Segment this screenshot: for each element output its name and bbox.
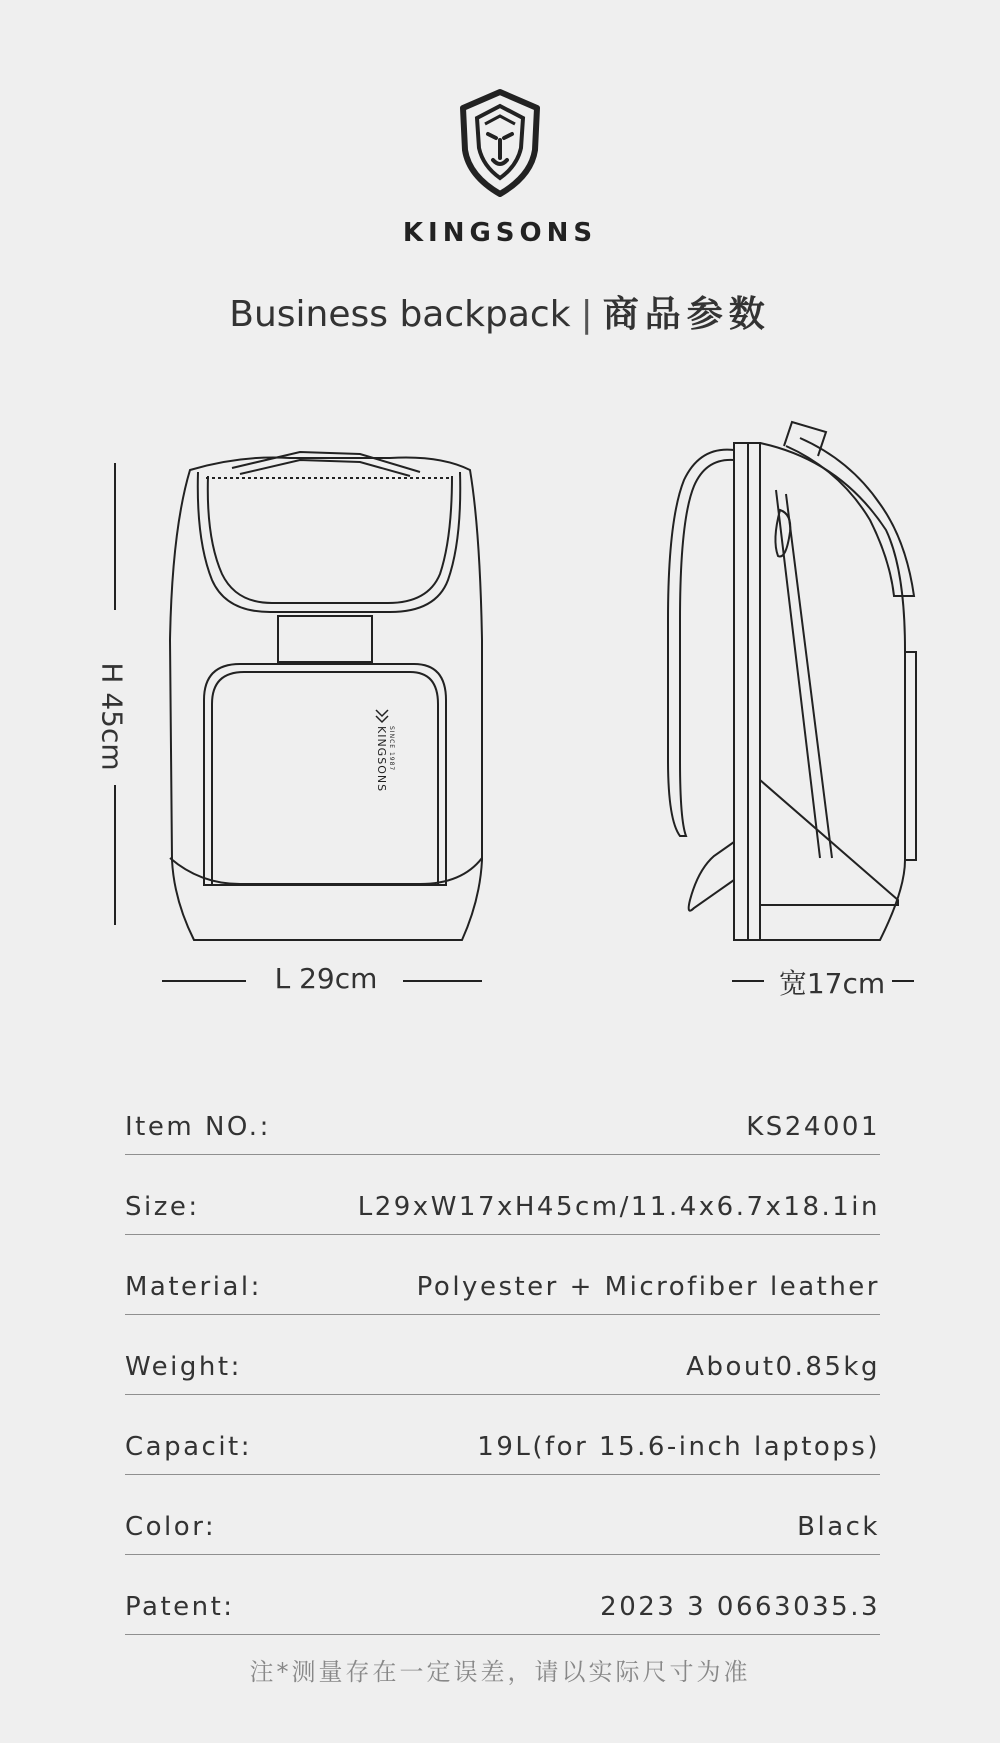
pocket-brand-text: KINGSONS xyxy=(375,726,388,793)
side-view-zipper xyxy=(776,490,832,858)
pocket-since-text: SINCE 1987 xyxy=(388,726,395,772)
spec-label: Capacit: xyxy=(125,1432,252,1462)
width-dimension-label: 宽17cm xyxy=(778,967,886,1000)
spec-value: Black xyxy=(797,1512,880,1542)
front-view-flap xyxy=(198,472,460,612)
brand-name: KINGSONS xyxy=(402,218,598,248)
page-title xyxy=(0,286,1000,337)
front-view-body xyxy=(170,458,482,941)
spec-row-patent xyxy=(125,1555,880,1635)
spec-row-size xyxy=(125,1155,880,1235)
front-view-pocket xyxy=(204,664,446,885)
spec-row-material xyxy=(125,1235,880,1315)
title-english: Business backpack xyxy=(229,294,571,335)
spec-row-color xyxy=(125,1475,880,1555)
spec-value: 19L(for 15.6-inch laptops) xyxy=(477,1432,880,1462)
side-view-shoulder-strap xyxy=(668,450,734,836)
spec-row-item-no xyxy=(125,1075,880,1155)
side-view-front-body xyxy=(760,443,905,940)
spec-value: L29xW17xH45cm/11.4x6.7x18.1in xyxy=(357,1192,880,1222)
spec-label: Weight: xyxy=(125,1352,242,1382)
spec-label: Material: xyxy=(125,1272,262,1302)
length-dimension-label: L 29cm xyxy=(274,962,378,995)
spec-value: About0.85kg xyxy=(686,1352,880,1382)
spec-label: Item NO.: xyxy=(125,1112,271,1142)
spec-row-weight xyxy=(125,1315,880,1395)
backpack-drawing xyxy=(0,380,1000,1000)
front-view-base xyxy=(170,858,482,884)
side-view-back-panel xyxy=(734,443,748,940)
spec-value: 2023 3 0663035.3 xyxy=(600,1592,880,1622)
spec-value: Polyester + Microfiber leather xyxy=(416,1272,880,1302)
front-view-strap xyxy=(278,616,372,662)
spec-table xyxy=(125,1075,880,1635)
lion-logo-icon xyxy=(455,88,545,198)
pocket-brand-mark xyxy=(375,710,395,792)
height-dimension-label: H 45cm xyxy=(95,662,129,771)
spec-value: KS24001 xyxy=(746,1112,880,1142)
title-chinese: 商品参数 xyxy=(602,294,771,335)
spec-label: Size: xyxy=(125,1192,200,1222)
spec-label: Patent: xyxy=(125,1592,235,1622)
title-separator: | xyxy=(580,294,593,335)
spec-label: Color: xyxy=(125,1512,217,1542)
measurement-note: 注*测量存在一定误差，请以实际尺寸为准 xyxy=(249,1658,751,1686)
spec-row-capacity xyxy=(125,1395,880,1475)
